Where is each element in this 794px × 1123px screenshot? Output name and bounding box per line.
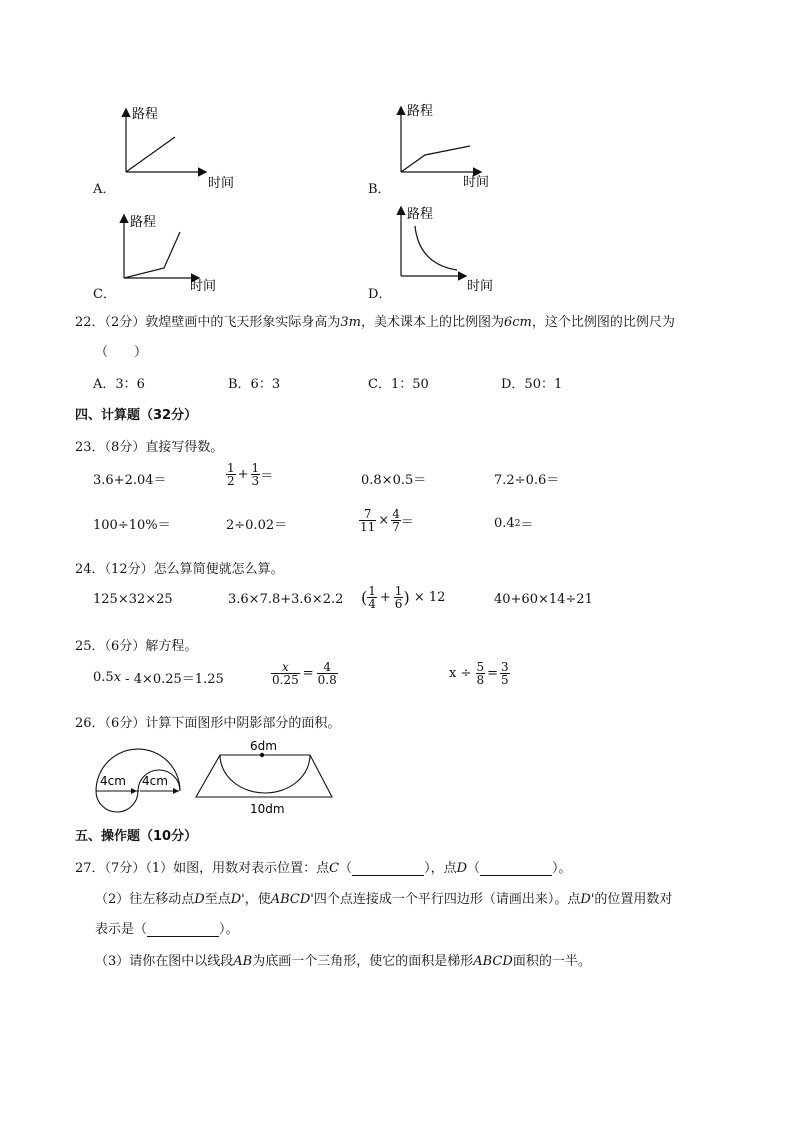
q24-expr-3: ( $\frac{1}{4}$ + $\frac{1}{6}$ ) × 12 <box>361 584 446 611</box>
q24-expr-4: 40+60×14÷21 <box>494 592 593 607</box>
q22-option-b: B．6：3 <box>228 377 281 392</box>
bottom-label: 10dm <box>250 802 285 816</box>
answer-blank-dprime[interactable] <box>147 924 219 937</box>
option-letter-a: A． <box>93 182 116 197</box>
label-left: 4cm <box>100 774 126 788</box>
trapezoid-figure-svg <box>190 735 340 817</box>
q23-expr-4: 7.2÷0.6＝ <box>494 473 560 488</box>
q25-expr-2: $\frac{x}{0.25}$ = $\frac{4}{0.8}$ <box>272 660 337 687</box>
graph-ylabel: 路程 <box>132 107 159 122</box>
q22-option-d: D．50：1 <box>501 377 563 392</box>
question-23-stem: 23．（8分）直接写得数。 <box>75 440 224 455</box>
graph-xlabel: 时间 <box>190 279 217 294</box>
line-graph <box>126 137 175 172</box>
q25-expr-3: x ÷ $\frac{5}{8}$ = $\frac{3}{5}$ <box>449 660 509 687</box>
section-4-heading: 四、计算题（32分） <box>75 408 198 423</box>
answer-blank-d[interactable] <box>480 863 552 876</box>
graph-xlabel: 时间 <box>467 279 494 294</box>
q25-expr-1: 0.5 x - 4×0.25＝1.25 <box>93 670 224 687</box>
q23-expr-1: 3.6+2.04＝ <box>93 473 167 488</box>
center-point <box>260 753 264 757</box>
q23-expr-2: $\frac{1}{2}$ + $\frac{1}{3}$ ＝ <box>227 461 274 488</box>
line-graph <box>401 146 470 172</box>
trapezoid <box>196 755 332 797</box>
question-27-line-3: 表示是（ ）。 <box>95 922 239 937</box>
circles-figure-svg <box>90 735 190 815</box>
option-letter-b: B． <box>368 182 391 197</box>
q23-expr-7: $\frac{7}{11}$ × $\frac{4}{7}$ ＝ <box>360 507 414 534</box>
graph-xlabel: 时间 <box>463 175 490 190</box>
option-letter-d: D． <box>368 287 392 302</box>
line-graph <box>124 232 180 278</box>
q23-expr-8: 0.4 2 ＝ <box>494 516 534 533</box>
top-label: 6dm <box>250 739 277 753</box>
question-27-line-1: 27．（7分）（1）如图，用数对表示位置：点C（ ），点D（ ）。 <box>75 861 572 876</box>
q22-option-a: A．3：6 <box>93 377 145 392</box>
answer-blank-c[interactable] <box>352 863 424 876</box>
q22-option-c: C．1：50 <box>368 377 429 392</box>
graph-ylabel: 路程 <box>130 215 157 230</box>
graph-xlabel: 时间 <box>208 176 235 191</box>
label-right: 4cm <box>142 774 168 788</box>
q24-expr-2: 3.6×7.8+3.6×2.2 <box>228 592 344 607</box>
q24-expr-1: 125×32×25 <box>93 592 173 607</box>
q26-figure-trapezoid <box>190 735 340 821</box>
q23-expr-5: 100÷10%＝ <box>93 518 171 533</box>
question-25-stem: 25．（6分）解方程。 <box>75 639 198 654</box>
semicircle-inner <box>220 755 310 793</box>
q23-expr-3: 0.8×0.5＝ <box>361 473 427 488</box>
question-24-stem: 24．（12分）怎么算简便就怎么算。 <box>75 562 284 577</box>
graph-ylabel: 路程 <box>407 104 434 119</box>
question-27-line-4: （3）请你在图中以线段AB为底画一个三角形，使它的面积是梯形ABCD面积的一半。 <box>95 954 591 969</box>
question-27-line-2: （2）往左移动点D至点D'，使ABCD'四个点连接成一个平行四边形（请画出来）。点D'的位置用数对 <box>95 892 673 907</box>
question-22-stem: 22．（2分）敦煌壁画中的飞天形象实际身高为3m，美术课本上的比例图为6cm，这个比例图的比例尺为 <box>75 315 675 330</box>
q26-figure-circles <box>90 735 190 819</box>
option-letter-c: C． <box>93 287 116 302</box>
small-semicircle-left <box>96 791 138 812</box>
section-5-heading: 五、操作题（10分） <box>75 829 198 844</box>
q23-expr-6: 2÷0.02＝ <box>226 518 288 533</box>
curve-graph <box>415 226 457 270</box>
question-26-stem: 26．（6分）计算下面图形中阴影部分的面积。 <box>75 716 341 731</box>
graph-ylabel: 路程 <box>407 207 434 222</box>
question-22-paren: （ ） <box>95 345 148 360</box>
